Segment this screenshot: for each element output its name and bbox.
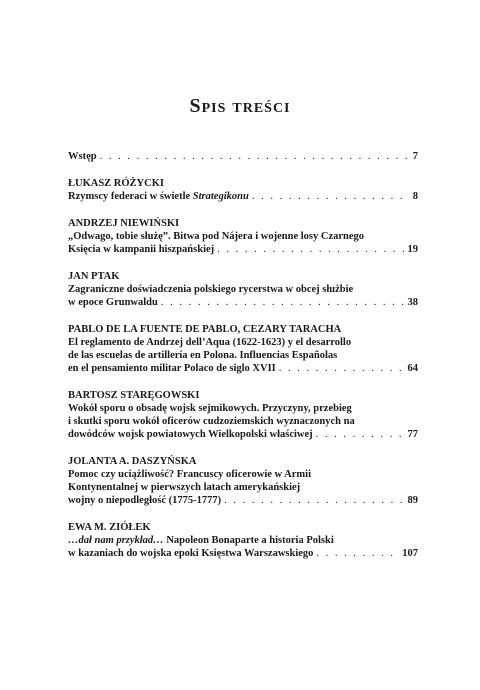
- toc-entry-line: [68, 243, 418, 256]
- toc-entry-line: [68, 150, 418, 163]
- toc-entry-title-italic: Strategikonu: [192, 191, 249, 202]
- toc-entry-title-line: …dał nam przykład… Napoleon Bonaparte a historia Polski: [68, 535, 334, 546]
- page-title: Spis treści: [189, 95, 291, 117]
- toc-entry-line: [68, 190, 418, 203]
- toc-entry-page: 89: [407, 495, 418, 506]
- toc-entry-page: 107: [402, 548, 418, 559]
- toc-entry: [68, 521, 418, 560]
- table-of-contents: [68, 150, 418, 560]
- toc-entry-title: Wstęp: [68, 151, 97, 162]
- toc-entry-author: BARTOSZ STARĘGOWSKI: [68, 390, 200, 401]
- leader-dots: [217, 243, 404, 256]
- toc-entry: [68, 217, 418, 256]
- toc-entry: [68, 455, 418, 507]
- toc-entry-title-line: El reglamento de Andrzej dell’Aqua (1622-1623) y el desarrollo: [68, 337, 352, 348]
- toc-entry-title-line: „Odwago, tobie służę”. Bitwa pod Nájera i wojenne losy Czarnego: [68, 231, 365, 242]
- leader-dots: [100, 150, 410, 163]
- toc-entry-page: 8: [412, 191, 418, 202]
- toc-entry-title-line: Pomoc czy uciążliwość? Francuscy oficerowie w Armii: [68, 469, 311, 480]
- toc-entry-title-line: i skutki sporu wokół oficerów cudzoziemskich wyznaczonych na: [68, 416, 355, 427]
- toc-entry-title-line: Wokół sporu o obsadę wojsk sejmikowych. Przyczyny, przebieg: [68, 403, 352, 414]
- leader-dots: [224, 494, 404, 507]
- toc-entry: [68, 270, 418, 309]
- leader-dots: [161, 296, 405, 309]
- leader-dots: [316, 428, 405, 441]
- toc-entry: [68, 389, 418, 441]
- toc-entry-line: [68, 362, 418, 375]
- toc-entry-author: EWA M. ZIÓŁEK: [68, 522, 151, 533]
- toc-entry-page: 64: [407, 363, 418, 374]
- toc-entry: [68, 150, 418, 163]
- toc-entry-author: ŁUKASZ RÓŻYCKI: [68, 178, 164, 189]
- toc-entry-title: wojny o niepodległość (1775-1777): [68, 495, 222, 506]
- toc-entry-page: 7: [412, 151, 418, 162]
- toc-entry: [68, 323, 418, 375]
- toc-entry-title: en el pensamiento militar Polaco de siglo XVII: [68, 363, 276, 374]
- leader-dots: [279, 362, 405, 375]
- toc-entry-page: 19: [407, 244, 418, 255]
- toc-entry-title: Księcia w kampanii hiszpańskiej: [68, 244, 215, 255]
- toc-entry-author: JOLANTA A. DASZYŃSKA: [68, 456, 197, 467]
- toc-entry-title: w epoce Grunwaldu: [68, 297, 158, 308]
- toc-entry: [68, 177, 418, 203]
- toc-entry-title-line: Zagraniczne doświadczenia polskiego rycerstwa w obcej służbie: [68, 284, 354, 295]
- toc-entry-line: [68, 494, 418, 507]
- toc-entry-title-line: de las escuelas de artillería en Polona. Influencias Españolas: [68, 350, 338, 361]
- toc-entry-line: [68, 296, 418, 309]
- leader-dots: [316, 547, 399, 560]
- toc-entry-line: [68, 428, 418, 441]
- toc-entry-title: Rzymscy federaci w świetle Strategikonu: [68, 191, 249, 202]
- toc-entry-title-line: Kontynentalnej w pierwszych latach amerykańskiej: [68, 482, 301, 493]
- toc-entry-author: JAN PTAK: [68, 271, 120, 282]
- toc-entry-title-italic: …dał nam przykład…: [68, 535, 164, 546]
- toc-entry-title: w kazaniach do wojska epoki Księstwa Warszawskiego: [68, 548, 314, 559]
- leader-dots: [252, 190, 410, 203]
- toc-entry-author: PABLO DE LA FUENTE DE PABLO, CEZARY TARACHA: [68, 324, 342, 335]
- toc-entry-page: 38: [407, 297, 418, 308]
- toc-entry-author: ANDRZEJ NIEWIŃSKI: [68, 218, 180, 229]
- toc-entry-line: [68, 547, 418, 560]
- toc-entry-title: dowódców wojsk powiatowych Wielkopolski właściwej: [68, 429, 313, 440]
- toc-entry-page: 77: [407, 429, 418, 440]
